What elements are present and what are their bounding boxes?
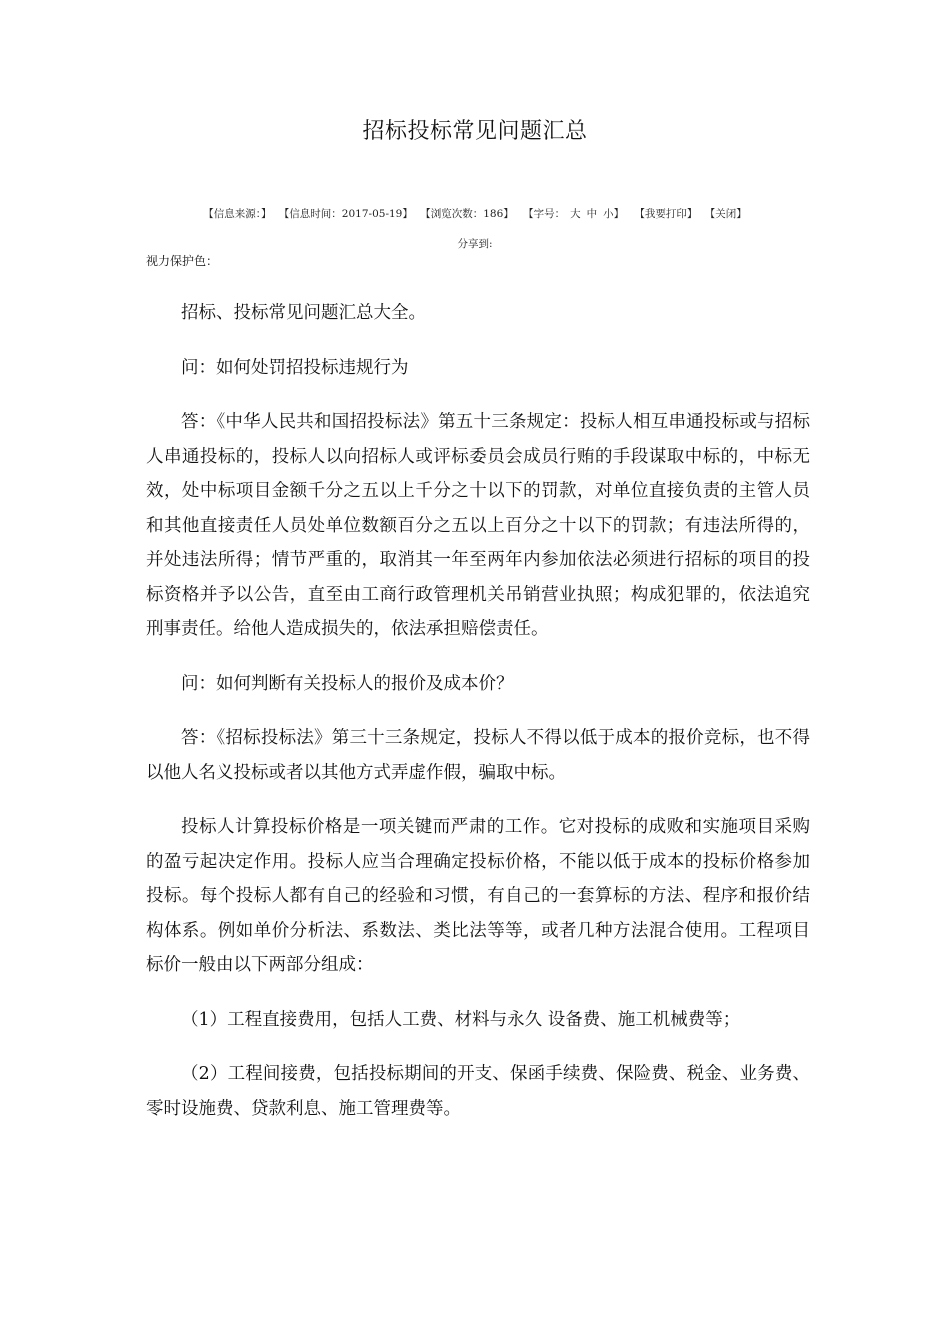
close-link[interactable]: 【关闭】 bbox=[704, 208, 747, 220]
info-bar bbox=[0, 206, 950, 221]
article-paragraph: 问：如何判断有关投标人的报价及成本价？ bbox=[181, 673, 514, 694]
font-size-control bbox=[521, 208, 627, 220]
article-paragraph: 问：如何处罚招投标违规行为 bbox=[181, 357, 409, 378]
article-paragraph: 答：《招标投标法》第三十三条规定，投标人不得以低于成本的报价竞标，也不得以他人名义投标或者以其他方式弄虚作假，骗取中标。 bbox=[146, 728, 810, 783]
article-paragraph: （2）工程间接费，包括投标期间的开支、保函手续费、保险费、税金、业务费、零时设施费、贷款利息、施工管理费等。 bbox=[146, 1064, 810, 1119]
article-paragraph: 招标、投标常见问题汇总大全。 bbox=[181, 303, 426, 323]
print-link[interactable]: 【我要打印】 bbox=[634, 208, 698, 220]
font-size-small-link[interactable]: 小】 bbox=[603, 208, 625, 220]
article-paragraph: （1）工程直接费用，包括人工费、材料与永久 设备费、施工机械费等； bbox=[181, 1009, 741, 1030]
eye-protection-label: 视力保护色： bbox=[146, 254, 219, 268]
view-count: 【浏览次数：186】 bbox=[420, 208, 514, 220]
font-size-medium-link[interactable]: 中 bbox=[586, 208, 598, 220]
page-title: 招标投标常见问题汇总 bbox=[362, 119, 588, 144]
info-time: 【信息时间：2017-05-19】 bbox=[278, 208, 413, 220]
share-label: 分享到: bbox=[457, 238, 493, 250]
article-body bbox=[146, 296, 810, 1146]
article-paragraph: 投标人计算投标价格是一项关键而严肃的工作。它对投标的成败和实施项目采购的盈亏起决定作用。投标人应当合理确定投标价格，不能以低于成本的投标价格参加投标。每个投标人都有自己的经验和习惯，有自己的一套算标的方法、程序和报价结构体系。例如单价分析法、系数法、类比法等等，或者几种方法混合使用。工程项目标价一般由以下两部分组成： bbox=[146, 817, 810, 975]
info-source: 【信息来源：】 bbox=[203, 208, 272, 220]
font-size-label: 【字号： bbox=[523, 208, 566, 220]
font-size-large-link[interactable]: 大 bbox=[570, 208, 581, 220]
article-paragraph: 答：《中华人民共和国招投标法》第五十三条规定：投标人相互串通投标或与招标人串通投标的，投标人以向招标人或评标委员会成员行贿的手段谋取中标的，中标无效，处中标项目金额千分之五以上千分之十以下的罚款，对单位直接负责的主管人员和其他直接责任人员处单位数额百分之五以上百分之十以下的罚款；有违法所得的，并处违法所得；情节严重的，取消其一年至两年内参加依法必须进行招标的项目的投标资格并予以公告，直至由工商行政管理机关吊销营业执照；构成犯罪的，依法追究刑事责任。给他人造成损失的，依法承担赔偿责任。 bbox=[146, 412, 810, 639]
